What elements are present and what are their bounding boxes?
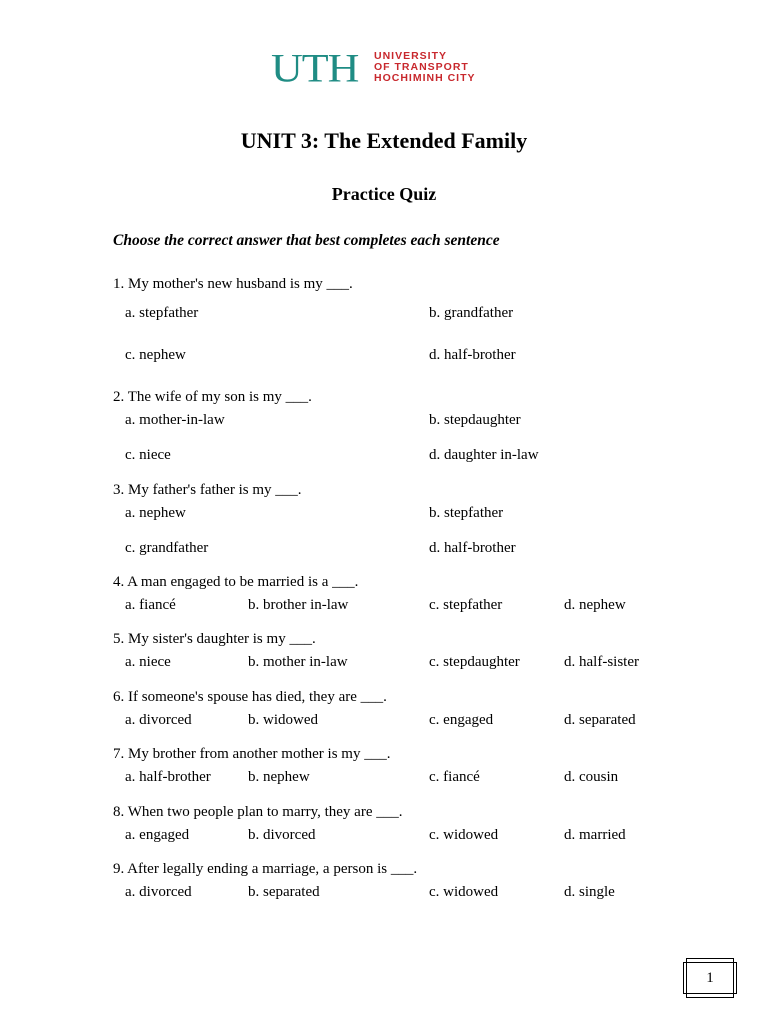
logo-line-3: HOCHIMINH CITY — [374, 72, 476, 84]
question-3: 3. My father's father is my ___. — [113, 482, 302, 498]
question-5-option-c[interactable]: c. stepdaughter — [429, 654, 520, 670]
question-7-option-a[interactable]: a. half-brother — [125, 769, 211, 785]
question-5: 5. My sister's daughter is my ___. — [113, 631, 316, 647]
question-7: 7. My brother from another mother is my ___. — [113, 746, 391, 762]
university-logo — [271, 45, 501, 91]
page-number: 1 — [706, 970, 714, 986]
question-2-option-d[interactable]: d. daughter in-law — [429, 447, 539, 463]
logo-mark: UTH — [271, 45, 359, 91]
logo-text — [374, 51, 476, 84]
question-5-option-a[interactable]: a. niece — [125, 654, 171, 670]
question-3-option-d[interactable]: d. half-brother — [429, 540, 516, 556]
question-8-option-d[interactable]: d. married — [564, 827, 626, 843]
question-5-option-b[interactable]: b. mother in-law — [248, 654, 348, 670]
question-6: 6. If someone's spouse has died, they are ___. — [113, 689, 387, 705]
question-9-option-c[interactable]: c. widowed — [429, 884, 499, 900]
question-6-option-c[interactable]: c. engaged — [429, 712, 494, 728]
question-2: 2. The wife of my son is my ___. — [113, 389, 312, 405]
question-9: 9. After legally ending a marriage, a person is ___. — [113, 861, 418, 877]
question-4-option-d[interactable]: d. nephew — [564, 597, 626, 613]
question-8-option-a[interactable]: a. engaged — [125, 827, 190, 843]
page-number-box — [686, 958, 734, 998]
question-2-option-c[interactable]: c. niece — [125, 447, 171, 463]
question-5-option-d[interactable]: d. half-sister — [564, 654, 639, 670]
logo-line-2: OF TRANSPORT — [374, 61, 469, 73]
question-8-option-b[interactable]: b. divorced — [248, 827, 316, 843]
question-4-option-a[interactable]: a. fiancé — [125, 597, 176, 613]
logo-line-1: UNIVERSITY — [374, 50, 448, 62]
question-6-option-d[interactable]: d. separated — [564, 712, 636, 728]
question-9-option-b[interactable]: b. separated — [248, 884, 320, 900]
question-1-option-d[interactable]: d. half-brother — [429, 347, 516, 363]
question-3-option-b[interactable]: b. stepfather — [429, 505, 504, 521]
question-9-option-a[interactable]: a. divorced — [125, 884, 192, 900]
question-1: 1. My mother's new husband is my ___. — [113, 276, 353, 292]
question-2-option-a[interactable]: a. mother-in-law — [125, 412, 225, 428]
page-title: UNIT 3: The Extended Family — [240, 128, 528, 153]
question-1-option-c[interactable]: c. nephew — [125, 347, 186, 363]
question-4: 4. A man engaged to be married is a ___. — [113, 574, 359, 590]
question-1-option-a[interactable]: a. stepfather — [125, 305, 199, 321]
quiz-instruction: Choose the correct answer that best completes each sentence — [113, 232, 500, 249]
question-3-option-c[interactable]: c. grandfather — [125, 540, 209, 556]
question-7-option-d[interactable]: d. cousin — [564, 769, 619, 785]
question-8: 8. When two people plan to marry, they are ___. — [113, 804, 403, 820]
question-7-option-b[interactable]: b. nephew — [248, 769, 310, 785]
question-1-option-b[interactable]: b. grandfather — [429, 305, 514, 321]
page-subtitle: Practice Quiz — [331, 184, 437, 204]
question-6-option-b[interactable]: b. widowed — [248, 712, 318, 728]
question-3-option-a[interactable]: a. nephew — [125, 505, 186, 521]
question-6-option-a[interactable]: a. divorced — [125, 712, 192, 728]
question-9-option-d[interactable]: d. single — [564, 884, 615, 900]
question-7-option-c[interactable]: c. fiancé — [429, 769, 480, 785]
question-2-option-b[interactable]: b. stepdaughter — [429, 412, 521, 428]
question-4-option-b[interactable]: b. brother in-law — [248, 597, 349, 613]
question-8-option-c[interactable]: c. widowed — [429, 827, 499, 843]
question-4-option-c[interactable]: c. stepfather — [429, 597, 503, 613]
